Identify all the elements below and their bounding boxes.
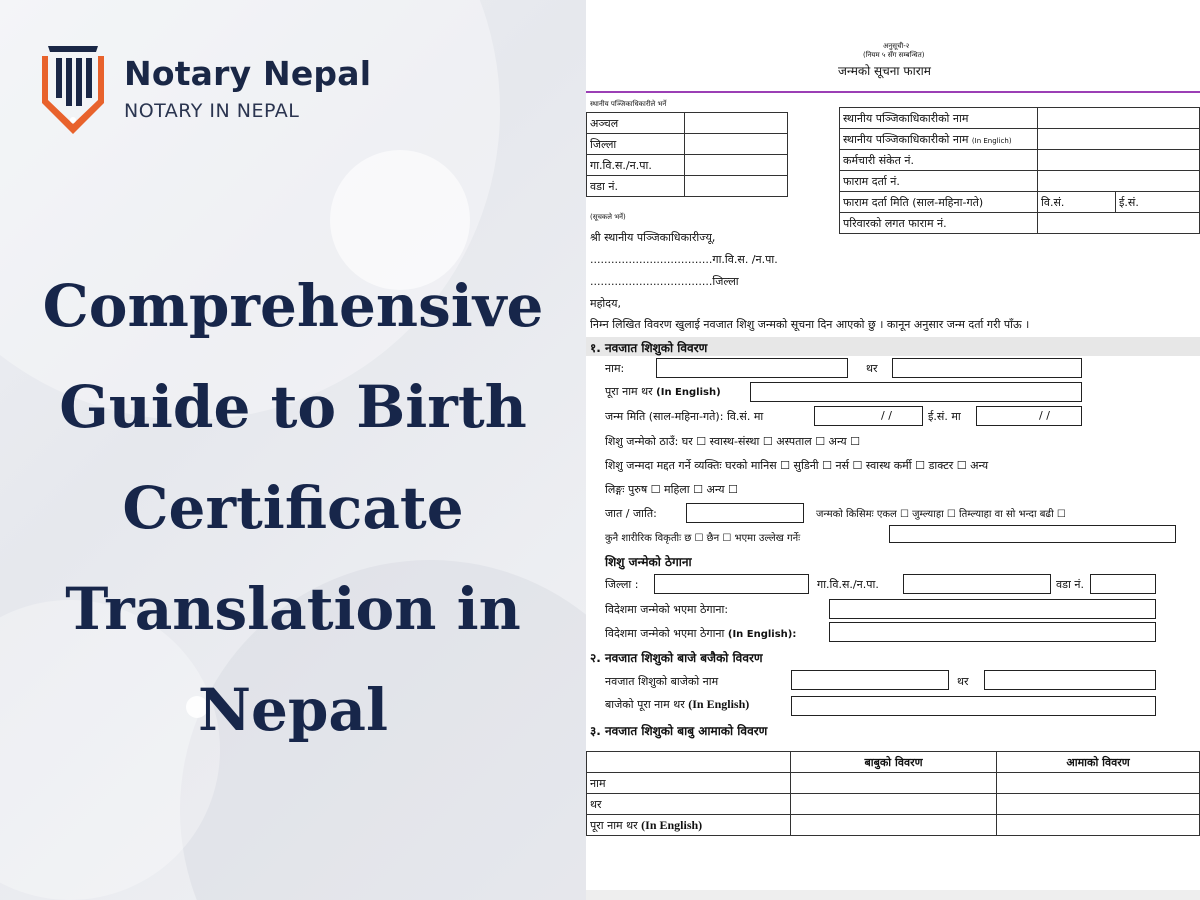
label: बाजेको पूरा नाम थर (605, 698, 685, 711)
table-cell[interactable] (685, 134, 788, 155)
table-cell (587, 773, 791, 794)
disability-options[interactable]: कुनै शारीरिक विकृतीः छ ☐ छैन ☐ भएमा उल्लेख गर्नेः (605, 533, 801, 544)
table-cell: गा.वि.स./न.पा. (587, 155, 685, 176)
table-row (840, 192, 1200, 213)
table-cell: परिवारको लगत फाराम नं. (840, 213, 1038, 234)
fullname-label (605, 384, 721, 399)
label: स्थानीय पञ्जिकाधिकारीको नाम (843, 132, 969, 146)
ward-field[interactable] (1090, 574, 1156, 594)
date-separator: / / (881, 409, 892, 422)
label-english: (In English) (641, 817, 703, 832)
headline (0, 256, 586, 761)
table-row (587, 815, 1200, 836)
headline-line: Nepal (197, 676, 389, 744)
table-row (587, 773, 1200, 794)
headline-line: Certificate (122, 474, 464, 542)
date-separator: / / (1039, 409, 1050, 422)
district-label: जिल्ला : (605, 578, 639, 591)
mother-value-cell[interactable] (997, 794, 1200, 815)
birth-helper-options[interactable]: शिशु जन्मदा मद्दत गर्ने व्यक्तिः घरको मानिस ☐ सुडिनी ☐ नर्स ☐ स्वास्थ कर्मी ☐ डाक्टर ☐ अन्य (605, 459, 989, 472)
birthplace-options[interactable]: शिशु जन्मेको ठाउँ: घर ☐ स्वास्थ-संस्था ☐ अस्पताल ☐ अन्य ☐ (605, 435, 860, 448)
table-cell[interactable]: वि.सं. (1038, 192, 1116, 213)
table-row (840, 171, 1200, 192)
table-cell: कर्मचारी संकेत नं. (840, 150, 1038, 171)
salutation-line: ...................................जिल्ला (590, 275, 739, 288)
headline-line: Translation in (65, 575, 521, 643)
father-value-cell[interactable] (791, 794, 997, 815)
page-edge (586, 890, 1200, 900)
parents-table (586, 751, 1200, 836)
dob-label (605, 409, 763, 424)
table-header-cell: बाबुको विवरण (791, 752, 997, 773)
table-row (587, 794, 1200, 815)
grandfather-fullname-label (605, 697, 749, 712)
table-cell[interactable] (1038, 150, 1200, 171)
table-cell[interactable] (1038, 213, 1200, 234)
brand-tagline: NOTARY IN NEPAL (124, 100, 300, 122)
table-cell (587, 794, 791, 815)
annex-number: अनुसूची-२ (883, 42, 910, 50)
label-english: (In English): (727, 629, 797, 640)
table-header-cell: आमाको विवरण (997, 752, 1200, 773)
form-title: जन्मको सूचना फाराम (838, 64, 931, 78)
ward-label: वडा नं. (1056, 578, 1084, 591)
address-subtitle: शिशु जन्मेको ठेगाना (605, 555, 692, 569)
table-row (840, 213, 1200, 234)
label-english: (In English) (656, 387, 721, 398)
table-row (587, 113, 788, 134)
office-table (586, 112, 788, 197)
section-title: १. नवजात शिशुको विवरण (590, 341, 708, 355)
caste-label: जात / जाति: (605, 507, 657, 520)
vdc-label: गा.वि.स./न.पा. (817, 578, 879, 591)
office-caption: स्थानीय पञ्जिकाधिकारीले भर्ने (590, 100, 667, 108)
label: विदेशमा जन्मेको भएमा ठेगाना (605, 627, 725, 640)
table-cell: फाराम दर्ता नं. (840, 171, 1038, 192)
title-rule (586, 91, 1200, 93)
row-label: पूरा नाम थर (590, 818, 638, 832)
table-cell (587, 815, 791, 836)
table-cell (840, 129, 1038, 150)
grandfather-name-field[interactable] (791, 670, 949, 690)
section-title: ३. नवजात शिशुको बाबु आमाको विवरण (590, 724, 768, 738)
row-label: नाम (590, 776, 606, 790)
table-cell[interactable] (685, 155, 788, 176)
bs-label: वि.सं. मा (726, 410, 764, 423)
registrar-table (839, 107, 1200, 234)
notary-pillar-pen-icon (38, 38, 108, 138)
table-row (587, 155, 788, 176)
headline-line: Comprehensive (42, 272, 544, 340)
surname-label: थर (866, 362, 878, 375)
dob-bs-field[interactable] (814, 406, 923, 426)
table-row (587, 134, 788, 155)
district-field[interactable] (654, 574, 809, 594)
ad-label: ई.सं. मा (928, 410, 961, 423)
gender-options[interactable]: लिङ्गः पुरुष ☐ महिला ☐ अन्य ☐ (605, 483, 738, 496)
table-cell[interactable]: ई.सं. (1116, 192, 1200, 213)
grandfather-name-label: नवजात शिशुको बाजेको नाम (605, 675, 719, 688)
birth-type-options[interactable]: जन्मको किसिमः एकल ☐ जुम्ल्याहा ☐ तिम्ल्याहा वा सो भन्दा बढी ☐ (816, 509, 1066, 520)
father-value-cell[interactable] (791, 773, 997, 794)
caste-field[interactable] (686, 503, 804, 523)
grandfather-surname-field[interactable] (984, 670, 1156, 690)
disability-detail-field[interactable] (889, 525, 1176, 543)
table-cell: वडा नं. (587, 176, 685, 197)
table-row (587, 176, 788, 197)
table-cell: स्थानीय पञ्जिकाधिकारीको नाम (840, 108, 1038, 129)
table-header-row (587, 752, 1200, 773)
table-cell: जिल्ला (587, 134, 685, 155)
table-row (840, 129, 1200, 150)
row-label: थर (590, 797, 602, 811)
section-title: २. नवजात शिशुको बाजे बजैको विवरण (590, 651, 763, 665)
table-cell[interactable] (1038, 171, 1200, 192)
name-field[interactable] (656, 358, 848, 378)
label-english: (In Englich) (971, 136, 1012, 145)
brand-name: Notary Nepal (124, 54, 372, 93)
label: पूरा नाम थर (605, 385, 653, 398)
table-cell[interactable] (1038, 129, 1200, 150)
table-cell[interactable] (685, 176, 788, 197)
headline-line: Guide to Birth (59, 373, 527, 441)
informant-caption: (सूचकले भर्ने) (590, 213, 626, 221)
label-english: (In English) (688, 697, 750, 711)
abroad-address-label: विदेशमा जन्मेको भएमा ठेगाना: (605, 603, 729, 616)
table-cell: अञ्चल (587, 113, 685, 134)
father-value-cell[interactable] (791, 815, 997, 836)
birth-notice-form (586, 0, 1200, 900)
surname-field[interactable] (892, 358, 1082, 378)
abroad-address-en-label (605, 626, 796, 641)
abroad-address-field[interactable] (829, 599, 1156, 619)
vdc-field[interactable] (903, 574, 1051, 594)
table-cell[interactable] (685, 113, 788, 134)
intro-text: निम्न लिखित विवरण खुलाई नवजात शिशु जन्मको सूचना दिन आएको छु । कानून अनुसार जन्म दर्ता गरी पाँऊ । (590, 318, 1030, 331)
mother-value-cell[interactable] (997, 815, 1200, 836)
table-cell: फाराम दर्ता मिति (साल-महिना-गते) (840, 192, 1038, 213)
mother-value-cell[interactable] (997, 773, 1200, 794)
table-cell (587, 752, 791, 773)
grandfather-fullname-english-field[interactable] (791, 696, 1156, 716)
promo-panel (0, 0, 586, 900)
label: जन्म मिति (साल-महिना-गते): (605, 410, 724, 423)
salutation-line: श्री स्थानीय पञ्जिकाधिकारीज्यू, (590, 231, 716, 244)
table-row (840, 108, 1200, 129)
name-label: नाम: (605, 362, 625, 375)
table-cell[interactable] (1038, 108, 1200, 129)
salutation-line: ...................................गा.वि.स. /न.पा. (590, 253, 778, 266)
annex-note: (नियम ५ सँग सम्बन्धित) (863, 51, 925, 59)
fullname-english-field[interactable] (750, 382, 1082, 402)
surname-label: थर (957, 675, 969, 688)
salutation-line: महोदय, (590, 297, 621, 310)
dob-ad-field[interactable] (976, 406, 1082, 426)
table-row (840, 150, 1200, 171)
abroad-address-english-field[interactable] (829, 622, 1156, 642)
